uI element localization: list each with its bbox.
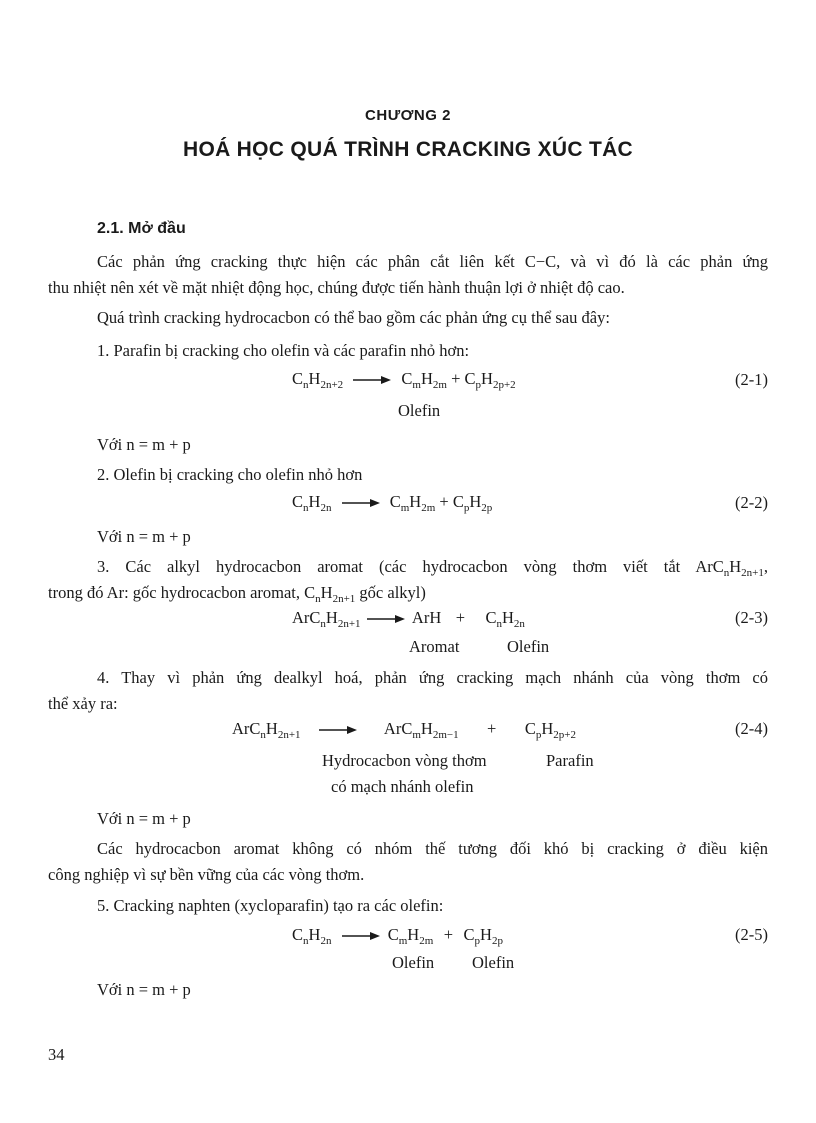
equation-2-5: $C_nH_{2n}$ $C_mH_{2m} + C_pH_{2p}$ bbox=[292, 925, 503, 947]
reaction-arrow-icon bbox=[319, 725, 357, 735]
label-branch-olefin: có mạch nhánh olefin bbox=[331, 777, 474, 796]
equation-2-4: $ArC_nH_{2n+1}$ $ArC_mH_{2m-1} + C_pH_{2p+2}$ bbox=[232, 719, 576, 741]
item-4-line-1: 4. Thay vì phản ứng dealkyl hoá, phản ứng cracking mạch nhánh của vòng thơm có bbox=[97, 668, 768, 687]
equation-2-3: $ArC_nH_{2n+1}$ ArH + $C_nH_{2n}$ bbox=[292, 608, 525, 630]
chapter-title: HOÁ HỌC QUÁ TRÌNH CRACKING XÚC TÁC bbox=[182, 138, 634, 161]
label-hydrocarbon-ring: Hydrocacbon vòng thơm bbox=[322, 751, 487, 770]
equation-number: (2-2) bbox=[735, 493, 768, 512]
reaction-arrow-icon bbox=[342, 498, 380, 508]
chapter-label: CHƯƠNG 2 bbox=[365, 107, 451, 124]
equation-2-2: $C_nH_{2n}$ $C_mH_{2m} + C_pH_{2p}$ bbox=[292, 492, 493, 514]
item-3-line-1: 3. Các alkyl hydrocacbon aromat (các hydrocacbon vòng thơm viết tắt $ArC_nH_{2n+1}$, bbox=[97, 557, 768, 579]
note-line-1: Các hydrocacbon aromat không có nhóm thế tương đối khó bị cracking ở điều kiện bbox=[97, 839, 768, 858]
label-parafin: Parafin bbox=[546, 751, 594, 770]
intro-line-1: Các phản ứng cracking thực hiện các phân cắt liên kết C−C, và vì đó là các phản ứng bbox=[97, 252, 768, 271]
intro-line-2: thu nhiệt nên xét về mặt nhiệt động học, chúng được tiến hành thuận lợi ở nhiệt độ cao. bbox=[48, 278, 625, 297]
item-5: 5. Cracking naphten (xycloparafin) tạo ra các olefin: bbox=[97, 896, 444, 915]
relation-note: Với n = m + p bbox=[97, 980, 191, 999]
reaction-arrow-icon bbox=[342, 931, 380, 941]
equation-number: (2-1) bbox=[735, 370, 768, 389]
equation-number: (2-3) bbox=[735, 608, 768, 627]
label-aromat: Aromat bbox=[409, 637, 460, 656]
note-line-2: công nghiệp vì sự bền vững của các vòng thơm. bbox=[48, 865, 365, 884]
relation-note: Với n = m + p bbox=[97, 809, 191, 828]
label-olefin: Olefin bbox=[507, 637, 550, 656]
equation-2-1: $C_nH_{2n+2}$ $C_mH_{2m} + C_pH_{2p+2}$ bbox=[292, 369, 516, 391]
equation-number: (2-4) bbox=[735, 719, 768, 738]
item-2: 2. Olefin bị cracking cho olefin nhỏ hơn bbox=[97, 465, 363, 484]
section-heading: 2.1. Mở đầu bbox=[97, 220, 186, 237]
label-olefin: Olefin bbox=[392, 953, 435, 972]
relation-note: Với n = m + p bbox=[97, 527, 191, 546]
relation-note: Với n = m + p bbox=[97, 435, 191, 454]
equation-number: (2-5) bbox=[735, 925, 768, 944]
reaction-arrow-icon bbox=[367, 614, 405, 624]
item-1: 1. Parafin bị cracking cho olefin và các parafin nhỏ hơn: bbox=[97, 341, 470, 360]
label-olefin: Olefin bbox=[398, 401, 441, 420]
item-4-line-2: thể xảy ra: bbox=[48, 694, 118, 713]
reaction-arrow-icon bbox=[353, 375, 391, 385]
list-intro: Quá trình cracking hydrocacbon có thể bao gồm các phản ứng cụ thể sau đây: bbox=[97, 308, 610, 327]
label-olefin: Olefin bbox=[472, 953, 515, 972]
page-number: 34 bbox=[48, 1045, 65, 1064]
item-3-line-2: trong đó Ar: gốc hydrocacbon aromat, $C_nH_{2n+1}$ gốc alkyl) bbox=[48, 583, 426, 605]
